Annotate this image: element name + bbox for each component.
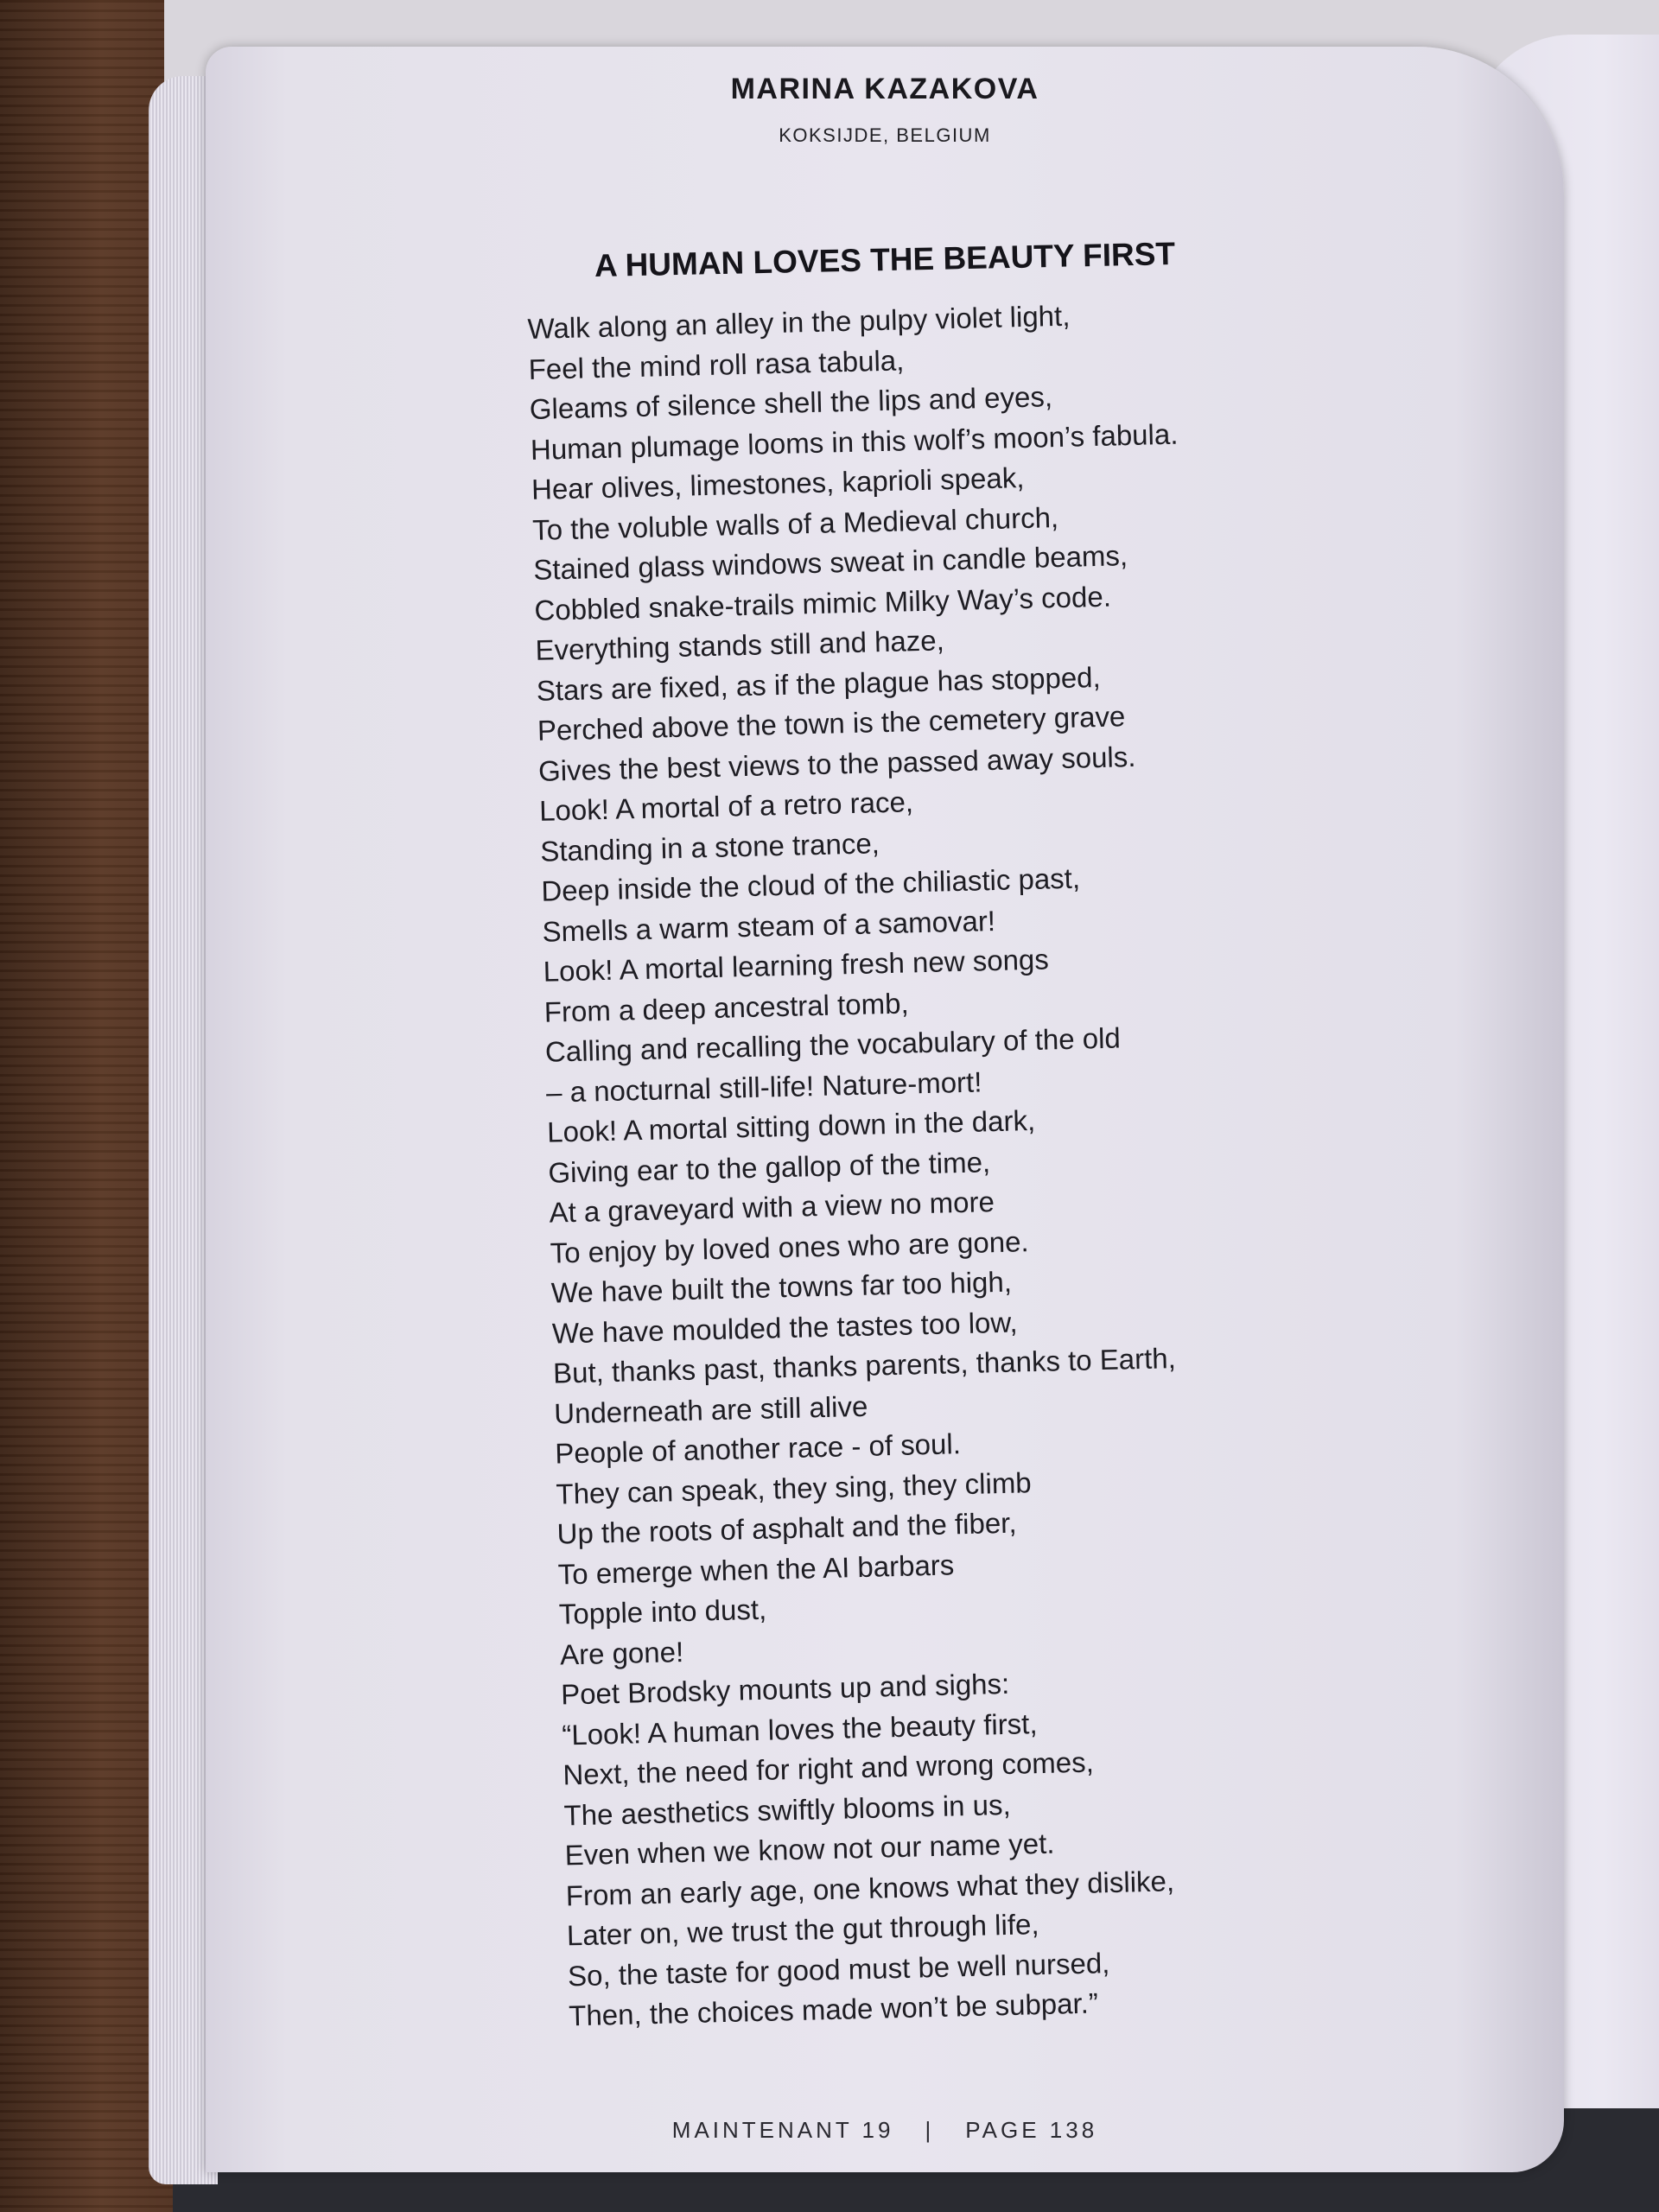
author-location: KOKSIJDE, BELGIUM: [779, 124, 991, 146]
poem-line: Human plumage looms in this wolf’s moon’s fabula.: [530, 417, 1179, 466]
poem-line: Are gone!: [559, 1635, 684, 1671]
poem-line: Up the roots of asphalt and the fiber,: [556, 1506, 1017, 1550]
poem-line: Everything stands still and haze,: [535, 624, 945, 666]
poem-line: Walk along an alley in the pulpy violet light,: [527, 299, 1071, 345]
poem-line: They can speak, they sing, they climb: [556, 1465, 1033, 1510]
poem-line: Hear olives, limestones, kaprioli speak,: [531, 461, 1025, 505]
poem-line: Topple into dust,: [558, 1592, 767, 1630]
poem-line: Underneath are still alive: [553, 1389, 868, 1430]
poem-line: Gleams of silence shell the lips and eyes,: [529, 380, 1053, 425]
poem-line: We have built the towns far too high,: [550, 1265, 1013, 1309]
poem-line: People of another race - of soul.: [554, 1427, 962, 1470]
poem-line: Feel the mind roll rasa tabula,: [528, 343, 905, 385]
poem-line: So, the taste for good must be well nursed,: [567, 1946, 1110, 1992]
poem-line: Standing in a stone trance,: [539, 826, 880, 868]
page-number: PAGE 138: [965, 2117, 1098, 2143]
poem-line: Next, the need for right and wrong comes,: [562, 1745, 1095, 1791]
poem-line: To emerge when the AI barbars: [557, 1548, 955, 1591]
poem-line: Giving ear to the gallop of the time,: [547, 1145, 991, 1189]
poem-line: Look! A mortal sitting down in the dark,: [546, 1103, 1036, 1148]
poem-line: We have moulded the tastes too low,: [551, 1305, 1018, 1350]
poem-line: Stars are fixed, as if the plague has stopped,: [536, 660, 1102, 707]
poem-line: Poet Brodsky mounts up and sighs:: [560, 1667, 1010, 1711]
poem-line: Perched above the town is the cemetery grave: [537, 700, 1126, 747]
page-footer: [206, 2117, 1564, 2144]
page-content: [206, 47, 1564, 2172]
poem-line: The aesthetics swiftly blooms in us,: [563, 1788, 1012, 1831]
poem-line: To enjoy by loved ones who are gone.: [550, 1224, 1030, 1269]
poem-line: “Look! A human loves the beauty first,: [561, 1707, 1038, 1751]
poem-line: – a nocturnal still-life! Nature-mort!: [545, 1065, 982, 1109]
author-name: MARINA KAZAKOVA: [730, 73, 1039, 105]
poem-line: Stained glass windows sweat in candle beams,: [532, 539, 1128, 586]
poem-line: To the voluble walls of a Medieval church,: [531, 500, 1059, 546]
poem-line: Look! A mortal of a retro race,: [538, 785, 914, 827]
poem-line: From an early age, one knows what they dislike,: [565, 1864, 1175, 1911]
poem-line: Even when we know not our name yet.: [564, 1827, 1055, 1872]
book-page: [206, 47, 1564, 2172]
poem-title: A HUMAN LOVES THE BEAUTY FIRST: [594, 235, 1176, 284]
poem-body: [527, 290, 1364, 2037]
poem-line: Gives the best views to the passed away souls.: [537, 740, 1136, 787]
poem-line: But, thanks past, thanks parents, thanks to Earth,: [552, 1342, 1177, 1389]
poem-line: Look! A mortal learning fresh new songs: [543, 943, 1050, 988]
poem-line: From a deep ancestral tomb,: [543, 986, 910, 1028]
publication-name: MAINTENANT 19: [671, 2117, 894, 2143]
poem-line: Smells a warm steam of a samovar!: [542, 904, 996, 948]
poem-line: Deep inside the cloud of the chiliastic past,: [541, 861, 1081, 907]
poem-line: Then, the choices made won’t be subpar.”: [568, 1986, 1099, 2032]
poem-line: Cobbled snake-trails mimic Milky Way’s code.: [534, 580, 1112, 626]
poem-line: Calling and recalling the vocabulary of the old: [544, 1021, 1122, 1068]
poem-line: At a graveyard with a view no more: [549, 1185, 995, 1229]
poem-line: Later on, we trust the gut through life,: [566, 1908, 1039, 1952]
footer-separator: |: [925, 2117, 935, 2143]
